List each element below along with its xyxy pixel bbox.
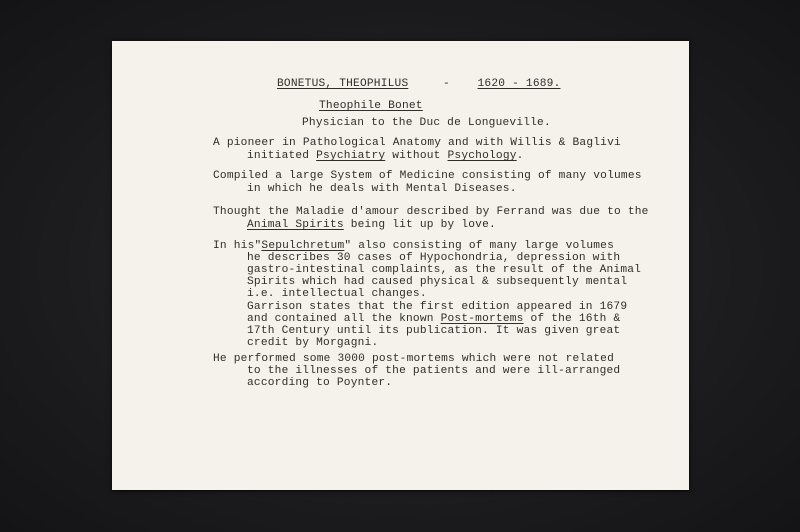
french-name: Theophile Bonet — [319, 100, 423, 112]
p3-line2: Animal Spirits being lit up by love. — [247, 219, 496, 231]
p4-line1: In his"Sepulchretum" also consisting of many large volumes — [213, 240, 615, 252]
p4-line5: i.e. intellectual changes. — [247, 288, 427, 300]
header-name: BONETUS, THEOPHILUS — [277, 78, 409, 90]
p6-line1: He performed some 3000 post-mortems which were not related — [213, 353, 614, 365]
p4-line2: he describes 30 cases of Hypochondria, depression with — [247, 252, 621, 264]
p4-line4: Spirits which had caused physical & subsequently mental — [247, 276, 628, 288]
p2-line1: Compiled a large System of Medicine consisting of many volumes — [213, 170, 642, 182]
typed-document-page — [112, 41, 689, 490]
p6-line2: to the illnesses of the patients and were ill-arranged — [247, 365, 621, 377]
header-years: 1620 - 1689. — [477, 78, 561, 90]
p1-line1: A pioneer in Pathological Anatomy and with Willis & Baglivi — [213, 137, 621, 149]
p4-line3: gastro-intestinal complaints, as the result of the Animal — [247, 264, 642, 276]
p5-line4: credit by Morgagni. — [247, 337, 379, 349]
p6-line3: according to Poynter. — [247, 377, 393, 389]
p3-line1: Thought the Maladie d'amour described by Ferrand was due to the — [213, 206, 649, 218]
p5-line3: 17th Century until its publication. It was given great — [247, 325, 621, 337]
position-line: Physician to the Duc de Longueville. — [302, 117, 551, 129]
p1-line2: initiated Psychiatry without Psychology. — [247, 150, 524, 162]
p5-line1: Garrison states that the first edition appeared in 1679 — [247, 301, 628, 313]
header-dash: - — [442, 78, 450, 90]
p5-line2: and contained all the known Post-mortems of the 16th & — [247, 313, 621, 325]
p2-line2: in which he deals with Mental Diseases. — [247, 183, 517, 195]
header-line — [277, 78, 560, 91]
